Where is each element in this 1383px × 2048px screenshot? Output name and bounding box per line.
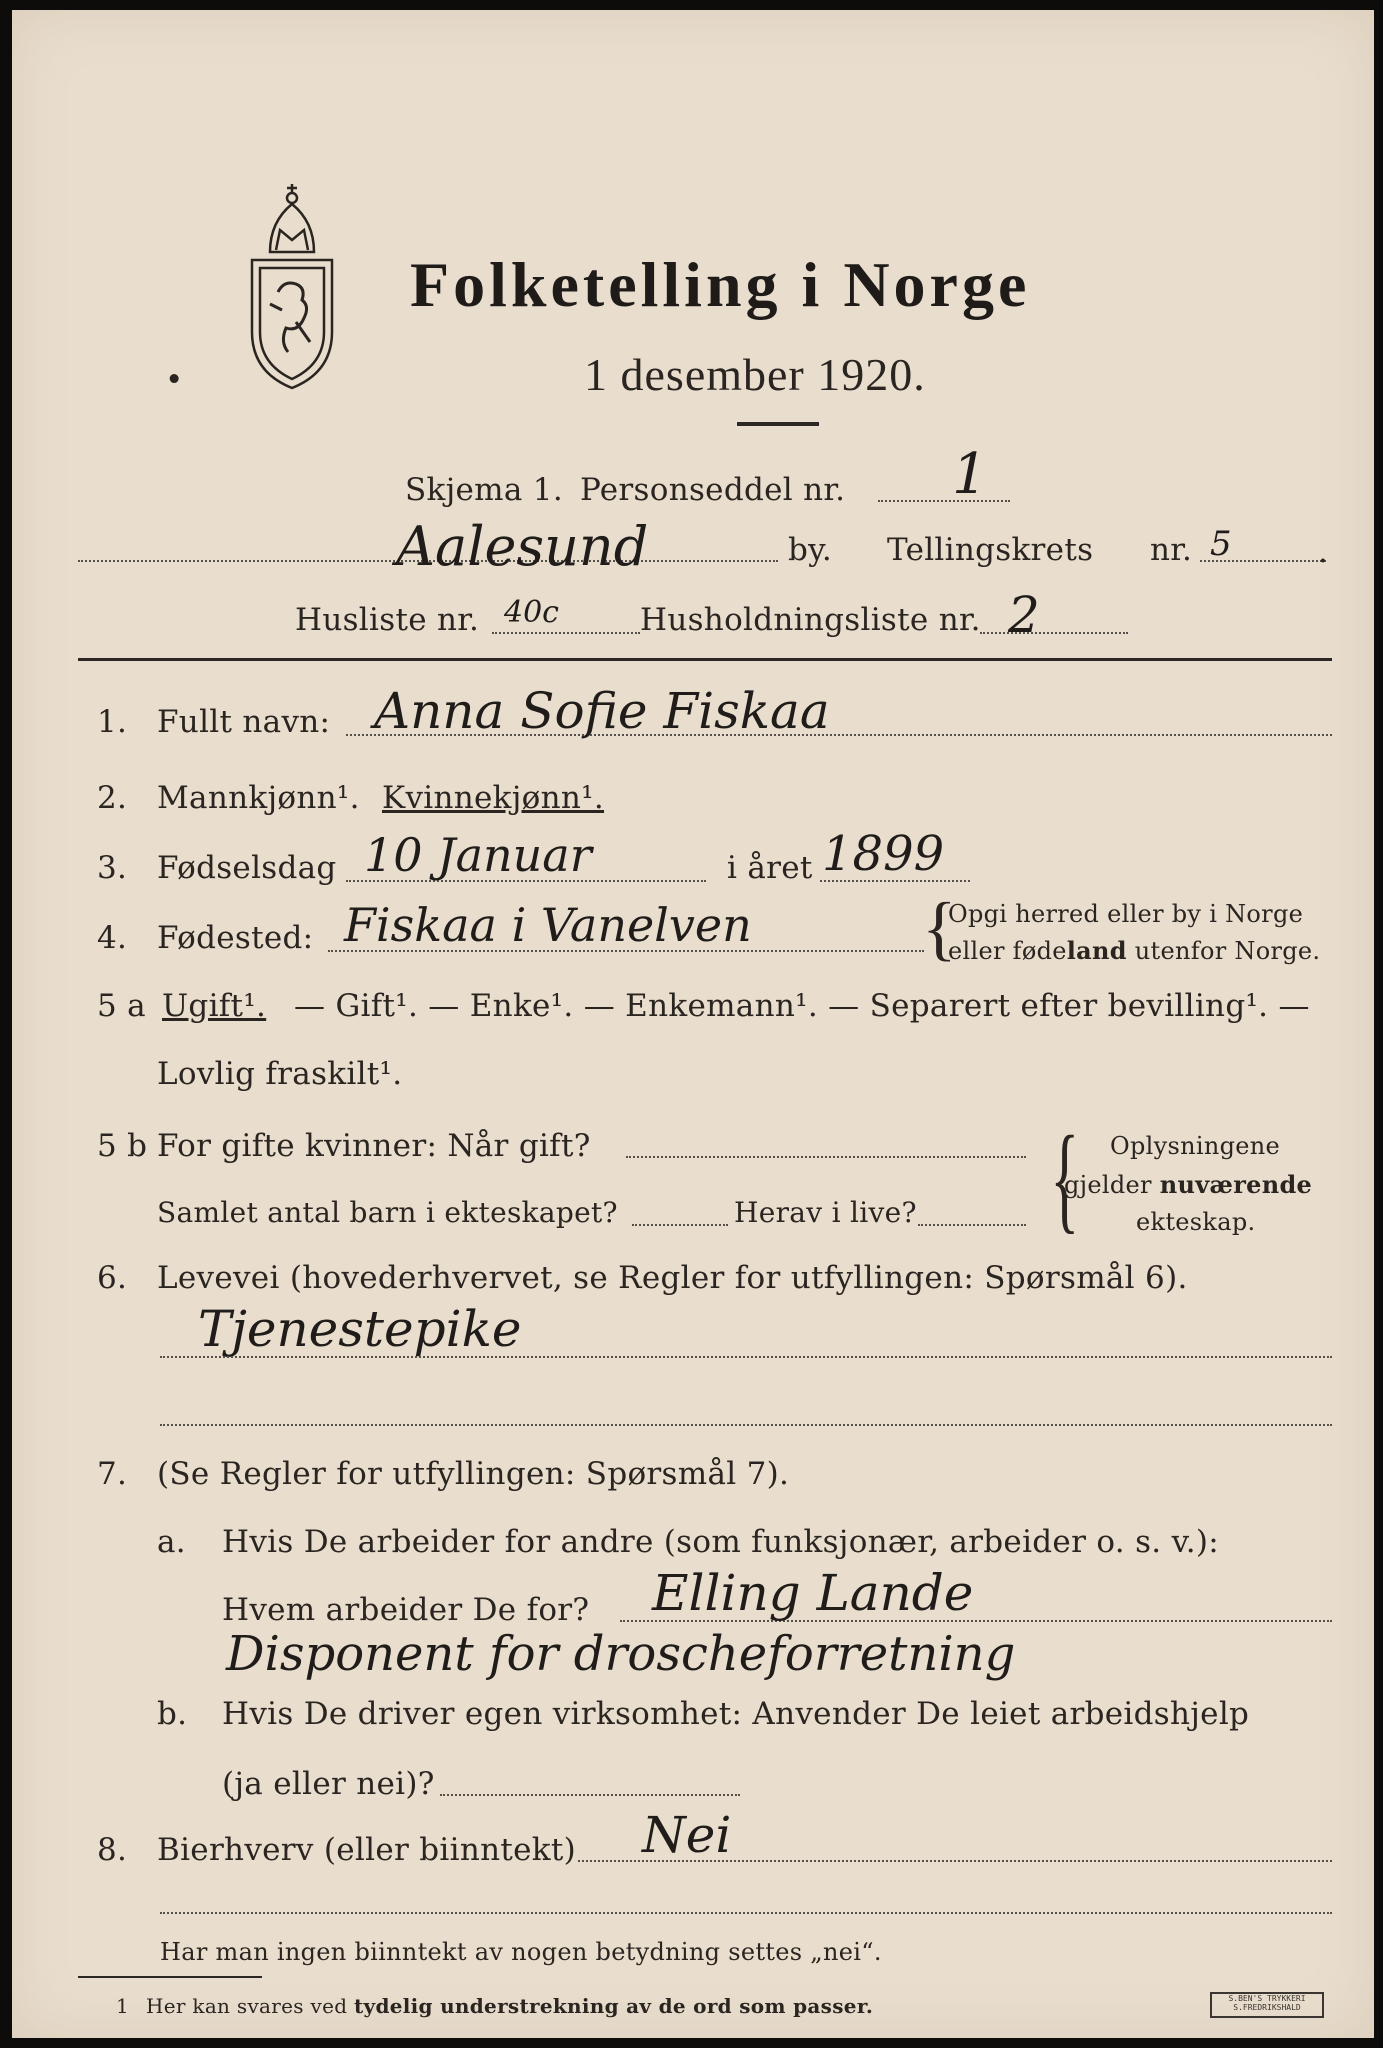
birth-year-value[interactable]: 1899 bbox=[822, 826, 945, 882]
q3-number: 3. bbox=[97, 850, 128, 886]
footnote-number: 1 bbox=[116, 1994, 130, 2018]
q7b-text: Hvis De driver egen virksomhet: Anvender De leiet arbeidshjelp bbox=[222, 1696, 1250, 1732]
footnote-text: Her kan svares ved tydelig understrekning av de ord som passer. bbox=[146, 1994, 874, 2018]
q5b-label-alive: Herav i live? bbox=[734, 1196, 917, 1229]
q7a-letter: a. bbox=[157, 1524, 186, 1560]
q7b-question: (ja eller nei)? bbox=[222, 1766, 435, 1802]
marital-other-options[interactable]: — Gift¹. — Enke¹. — Enkemann¹. — Separert efter bevilling¹. — bbox=[294, 988, 1310, 1024]
husliste-label: Husliste nr. bbox=[295, 602, 480, 638]
title-divider bbox=[737, 422, 819, 426]
birthplace-value[interactable]: Fiskaa i Vanelven bbox=[344, 898, 752, 952]
q5b-label-married: For gifte kvinner: Når gift? bbox=[157, 1128, 591, 1164]
form-date: 1 desember 1920. bbox=[584, 349, 926, 400]
tellingskrets-value[interactable]: 5 bbox=[1210, 524, 1232, 564]
q5b-label-children: Samlet antal barn i ekteskapet? bbox=[157, 1196, 618, 1229]
q4-number: 4. bbox=[97, 920, 128, 956]
q4-note-line1: Opgi herred eller by i Norge bbox=[948, 900, 1304, 928]
census-form-sheet bbox=[12, 10, 1374, 2038]
q3-label: Fødselsdag bbox=[157, 850, 337, 886]
q7b-letter: b. bbox=[157, 1696, 188, 1732]
q5b-brace: { bbox=[1050, 1111, 1080, 1244]
marital-ugift-option[interactable]: Ugift¹. bbox=[162, 988, 267, 1024]
footer-note: Har man ingen biinntekt av nogen betydning settes „nei“. bbox=[160, 1938, 882, 1966]
header-bullet: • bbox=[165, 362, 184, 398]
q5b-note-line1: Oplysningene bbox=[1110, 1132, 1281, 1160]
footnote-rule bbox=[78, 1976, 262, 1978]
side-income-value[interactable]: Nei bbox=[642, 1806, 732, 1864]
gender-female-option[interactable]: Kvinnekjønn¹. bbox=[382, 780, 605, 816]
q7a-text: Hvis De arbeider for andre (som funksjonær, arbeider o. s. v.): bbox=[222, 1524, 1220, 1560]
q2-number: 2. bbox=[97, 780, 128, 816]
q5b-note-line2: gjelder nuværende bbox=[1064, 1170, 1313, 1199]
year-label: i året bbox=[727, 850, 813, 886]
header-rule bbox=[78, 658, 1332, 661]
tellingskrets-label: Tellingskrets bbox=[887, 532, 1094, 568]
q7-number: 7. bbox=[97, 1456, 128, 1492]
norwegian-coat-of-arms-icon bbox=[240, 182, 344, 392]
q8-label: Bierhverv (eller biinntekt) bbox=[157, 1832, 577, 1868]
husholdningsliste-label: Husholdningsliste nr. bbox=[640, 602, 981, 638]
q5a-number: 5 a bbox=[97, 988, 146, 1024]
q1-label: Fullt navn: bbox=[157, 704, 331, 740]
gender-male-option[interactable]: Mannkjønn¹. bbox=[157, 780, 360, 816]
occupation-value[interactable]: Tjenestepike bbox=[198, 1300, 522, 1358]
q4-label: Fødested: bbox=[157, 920, 314, 956]
q1-number: 1. bbox=[97, 704, 128, 740]
full-name-value[interactable]: Anna Sofie Fiskaa bbox=[374, 682, 830, 740]
form-title: Folketelling i Norge bbox=[410, 249, 1031, 320]
personseddel-label: Personseddel nr. bbox=[580, 472, 846, 508]
q6-number: 6. bbox=[97, 1260, 128, 1296]
birthday-value[interactable]: 10 Januar bbox=[364, 828, 592, 882]
husliste-value[interactable]: 40c bbox=[504, 595, 559, 630]
marital-fraskilt-option[interactable]: Lovlig fraskilt¹. bbox=[157, 1056, 403, 1092]
personseddel-value[interactable]: 1 bbox=[952, 442, 988, 507]
employer-value[interactable]: Elling Lande bbox=[652, 1564, 974, 1622]
q4-note-line2: eller fødeland utenfor Norge. bbox=[948, 936, 1321, 965]
printer-stamp: S.BEN'S TRYKKERI S.FREDRIKSHALD bbox=[1210, 1992, 1324, 2018]
q5b-number: 5 b bbox=[97, 1128, 148, 1164]
q8-number: 8. bbox=[97, 1832, 128, 1868]
employer-detail-value[interactable]: Disponent for droscheforretning bbox=[226, 1626, 1016, 1682]
husholdningsliste-value[interactable]: 2 bbox=[1008, 586, 1040, 644]
q7-label: (Se Regler for utfyllingen: Spørsmål 7). bbox=[157, 1456, 790, 1492]
skjema-label: Skjema 1. bbox=[405, 472, 563, 508]
tellingskrets-nr-label: nr. bbox=[1150, 532, 1193, 568]
trailing-dot: . bbox=[1318, 534, 1329, 570]
by-label: by. bbox=[788, 532, 832, 568]
q7a-question: Hvem arbeider De for? bbox=[222, 1592, 590, 1628]
q6-label: Levevei (hovederhvervet, se Regler for utfyllingen: Spørsmål 6). bbox=[157, 1260, 1188, 1296]
q5b-note-line3: ekteskap. bbox=[1136, 1208, 1256, 1236]
q4-brace: { bbox=[922, 888, 957, 968]
city-value[interactable]: Aalesund bbox=[396, 515, 649, 578]
